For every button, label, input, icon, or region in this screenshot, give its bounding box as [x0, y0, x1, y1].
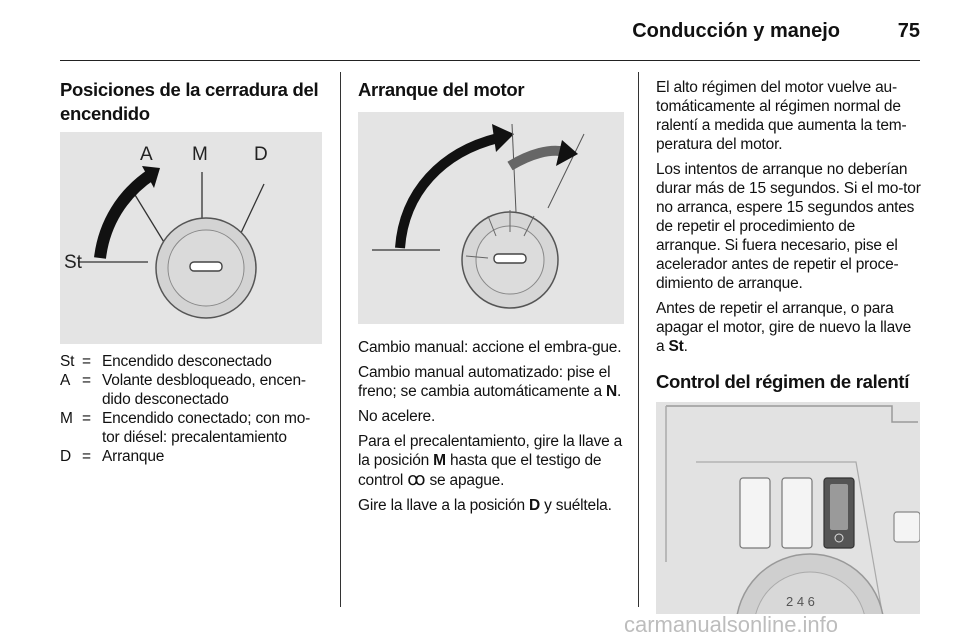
column-ignition-positions: [60, 78, 326, 466]
section-heading: Arranque del motor: [358, 79, 525, 100]
column-divider: [638, 72, 639, 607]
preheat-indicator-icon: ꝏ: [407, 469, 426, 489]
page-title: Conducción y manejo: [632, 20, 840, 42]
engine-start-diagram: [358, 112, 624, 324]
page-number: 75: [897, 20, 920, 42]
paragraph: Los intentos de arranque no deberían durar más de 15 segundos. Si el mo-tor no arranca, espere 15 segundos antes de repetir el procedimiento de arranque. Si fuera necesario, pise el acelerador antes de repetir el proce-dimiento de arranque.: [656, 161, 921, 292]
paragraph: Cambio manual: accione el embra-gue.: [358, 339, 622, 356]
legend-row: D = Arranque: [60, 448, 165, 465]
ignition-legend: [60, 352, 326, 466]
column-divider: [340, 72, 341, 607]
legend-row: St = Encendido desconectado: [60, 353, 272, 370]
paragraph: Gire la llave a la posición D y suéltela.: [358, 497, 612, 514]
column-idle-control: [656, 78, 922, 614]
figure-label-m: M: [192, 144, 208, 165]
section-heading: Posiciones de la cerradura del encendido: [60, 79, 319, 124]
ignition-lock-figure: [60, 132, 322, 344]
figure-label-a: A: [140, 144, 153, 165]
paragraph: El alto régimen del motor vuelve au-tomáticamente al régimen normal de ralentí a medida que aumenta la tem-peratura del motor.: [656, 79, 907, 153]
paragraph: Para el precalentamiento, gire la llave a la posición M hasta que el testigo de control ꝏ se apague.: [358, 433, 623, 489]
engine-start-figure: [358, 112, 624, 324]
paragraph: No acelere.: [358, 408, 436, 425]
column-engine-start: [358, 78, 624, 521]
legend-row: M = Encendido conectado; con mo-tor diésel: precalentamiento: [60, 410, 311, 446]
page-header: [60, 0, 920, 61]
gear-labels: 2 4 6: [786, 594, 815, 609]
idle-control-diagram: [656, 402, 920, 614]
watermark: carmanualsonline.info: [624, 612, 839, 637]
ignition-lock-diagram: [60, 132, 322, 344]
engine-start-text: [358, 338, 624, 515]
legend-row: A = Volante desbloqueado, encen-dido desconectado: [60, 372, 306, 408]
section-heading: Control del régimen de ralentí: [656, 371, 910, 392]
paragraph: Antes de repetir el arranque, o para apagar el motor, gire de nuevo la llave a St.: [656, 300, 912, 355]
figure-label-d: D: [254, 144, 268, 165]
figure-label-st: St: [64, 252, 82, 273]
paragraph: Cambio manual automatizado: pise el freno; se cambia automáticamente a N.: [358, 364, 622, 400]
idle-control-figure: [656, 402, 920, 614]
